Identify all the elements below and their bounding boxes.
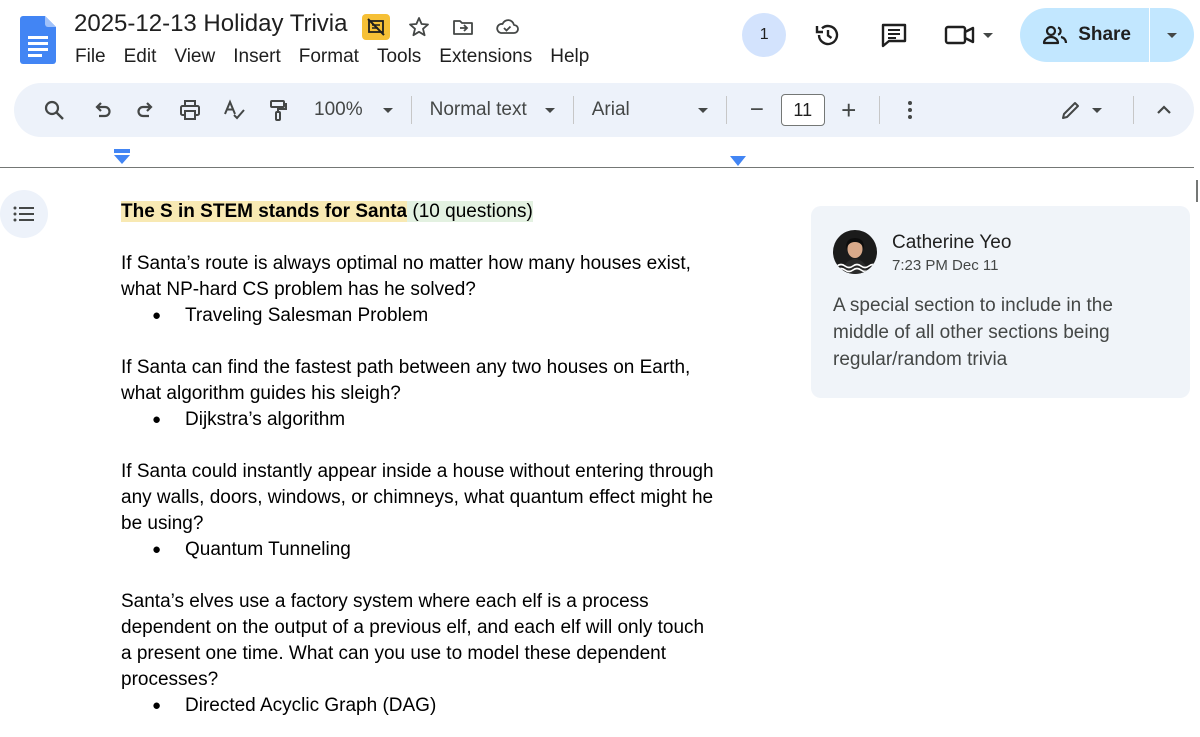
question-line: If Santa could instantly appear inside a house without entering through — [121, 461, 714, 482]
presence-count-badge[interactable]: 1 — [742, 13, 786, 57]
move-icon[interactable] — [448, 13, 478, 41]
question-line: what NP-hard CS problem has he solved? — [121, 279, 476, 300]
menu-help[interactable]: Help — [550, 46, 590, 67]
chevron-down-icon — [545, 108, 555, 113]
increase-font-size-button[interactable]: + — [841, 94, 857, 125]
decrease-font-size-button[interactable]: − — [749, 96, 764, 123]
comment-timestamp: 7:23 PM Dec 11 — [892, 257, 999, 274]
more-options-button[interactable] — [890, 90, 930, 130]
blank-line — [121, 433, 761, 459]
question-line: be using? — [121, 513, 204, 534]
offline-icon[interactable] — [362, 14, 390, 40]
share-button[interactable] — [1020, 8, 1150, 62]
paint-format-icon — [266, 98, 290, 122]
chevron-down-icon — [983, 33, 993, 38]
comment-text-line: middle of all other sections being — [833, 322, 1110, 343]
section-heading — [121, 199, 761, 225]
question-line: Santa’s elves use a factory system where each elf is a process — [121, 591, 649, 612]
question-line: any walls, doors, windows, or chimneys, what quantum effect might he — [121, 487, 714, 508]
meet-icon[interactable] — [936, 11, 1000, 59]
question-line: a present one time. What can you use to model these dependent — [121, 643, 667, 664]
blank-line — [121, 563, 761, 589]
toolbar — [14, 83, 1194, 137]
zoom-value: 100% — [314, 99, 363, 120]
comment-card[interactable] — [811, 206, 1190, 398]
answer-bullet: ● Traveling Salesman Problem — [121, 303, 761, 329]
share-control — [1020, 8, 1194, 62]
menu-file[interactable]: File — [75, 46, 106, 67]
search-icon — [43, 99, 65, 121]
style-select[interactable] — [422, 90, 563, 130]
title-icons — [362, 13, 522, 41]
toolbar-divider — [1133, 96, 1134, 124]
toolbar-divider — [726, 96, 727, 124]
redo-button[interactable] — [126, 90, 166, 130]
font-size-value[interactable]: 11 — [781, 94, 825, 126]
answer-bullet: ● Directed Acyclic Graph (DAG) — [121, 693, 761, 719]
docs-logo-icon[interactable] — [20, 16, 56, 64]
menu-extensions[interactable]: Extensions — [439, 46, 533, 67]
star-icon[interactable] — [404, 13, 434, 41]
people-icon — [1042, 24, 1068, 46]
ruler-right-indent-marker[interactable] — [729, 155, 747, 167]
answer-bullet: ● Dijkstra’s algorithm — [121, 407, 761, 433]
question-line: dependent on the output of a previous elf, and each elf will only touch — [121, 617, 705, 638]
comment-text — [833, 292, 1173, 373]
font-size-field[interactable] — [781, 90, 825, 130]
menu-view[interactable]: View — [174, 46, 216, 67]
toolbar-divider — [879, 96, 880, 124]
comment-text-line: regular/random trivia — [833, 349, 1008, 370]
blank-line — [121, 225, 761, 251]
section-heading-count: (10 questions) — [407, 201, 533, 222]
collapse-icon — [1155, 104, 1173, 116]
menu-edit[interactable]: Edit — [123, 46, 157, 67]
undo-button[interactable] — [82, 90, 122, 130]
blank-line — [121, 329, 761, 355]
chevron-down-icon — [1167, 33, 1177, 38]
top-right-actions — [742, 8, 1194, 62]
answer-bullet: ● Quantum Tunneling — [121, 537, 761, 563]
font-select[interactable] — [584, 90, 716, 130]
hide-menus-button[interactable] — [1144, 90, 1184, 130]
toolbar-divider — [411, 96, 412, 124]
avatar[interactable] — [833, 230, 877, 274]
document-body[interactable] — [121, 199, 761, 719]
document-outline-button[interactable] — [0, 190, 48, 238]
ruler-left-indent-marker[interactable] — [112, 148, 132, 166]
question-line: what algorithm guides his sleigh? — [121, 383, 401, 404]
ruler — [0, 167, 1194, 168]
menu-insert[interactable]: Insert — [233, 46, 281, 67]
menu-format[interactable]: Format — [298, 46, 359, 67]
question-line: If Santa can find the fastest path between any two houses on Earth, — [121, 357, 691, 378]
cloud-saved-icon[interactable] — [492, 13, 522, 41]
pencil-icon — [1060, 99, 1082, 121]
chevron-down-icon — [698, 108, 708, 113]
section-heading-title: The S in STEM stands for Santa — [121, 201, 408, 222]
menu-bar — [66, 44, 598, 70]
print-icon — [178, 98, 202, 122]
font-value: Arial — [591, 99, 630, 120]
undo-icon — [91, 99, 113, 121]
history-icon[interactable] — [804, 11, 852, 59]
chevron-down-icon — [1092, 108, 1102, 113]
comment-text-line: A special section to include in the — [833, 295, 1113, 316]
share-label: Share — [1078, 24, 1131, 45]
toolbar-divider — [573, 96, 574, 124]
question-line: processes? — [121, 669, 219, 690]
paint-format-button[interactable] — [258, 90, 298, 130]
search-menus-button[interactable] — [34, 90, 74, 130]
document-title[interactable]: 2025-12-13 Holiday Trivia — [74, 10, 348, 37]
spellcheck-button[interactable] — [214, 90, 254, 130]
editing-mode-button[interactable] — [1051, 90, 1111, 130]
redo-icon — [135, 99, 157, 121]
outline-icon — [13, 206, 35, 222]
menu-tools[interactable]: Tools — [376, 46, 422, 67]
page-edge-marker — [1196, 180, 1198, 202]
question-line: If Santa’s route is always optimal no matter how many houses exist, — [121, 253, 691, 274]
style-value: Normal text — [429, 99, 527, 120]
chevron-down-icon — [383, 108, 393, 113]
spellcheck-icon — [222, 98, 246, 122]
comment-author: Catherine Yeo — [892, 232, 1012, 253]
more-icon — [907, 100, 913, 120]
share-dropdown-button[interactable] — [1150, 8, 1194, 62]
zoom-select[interactable] — [306, 90, 401, 130]
print-button[interactable] — [170, 90, 210, 130]
comment-icon[interactable] — [870, 11, 918, 59]
